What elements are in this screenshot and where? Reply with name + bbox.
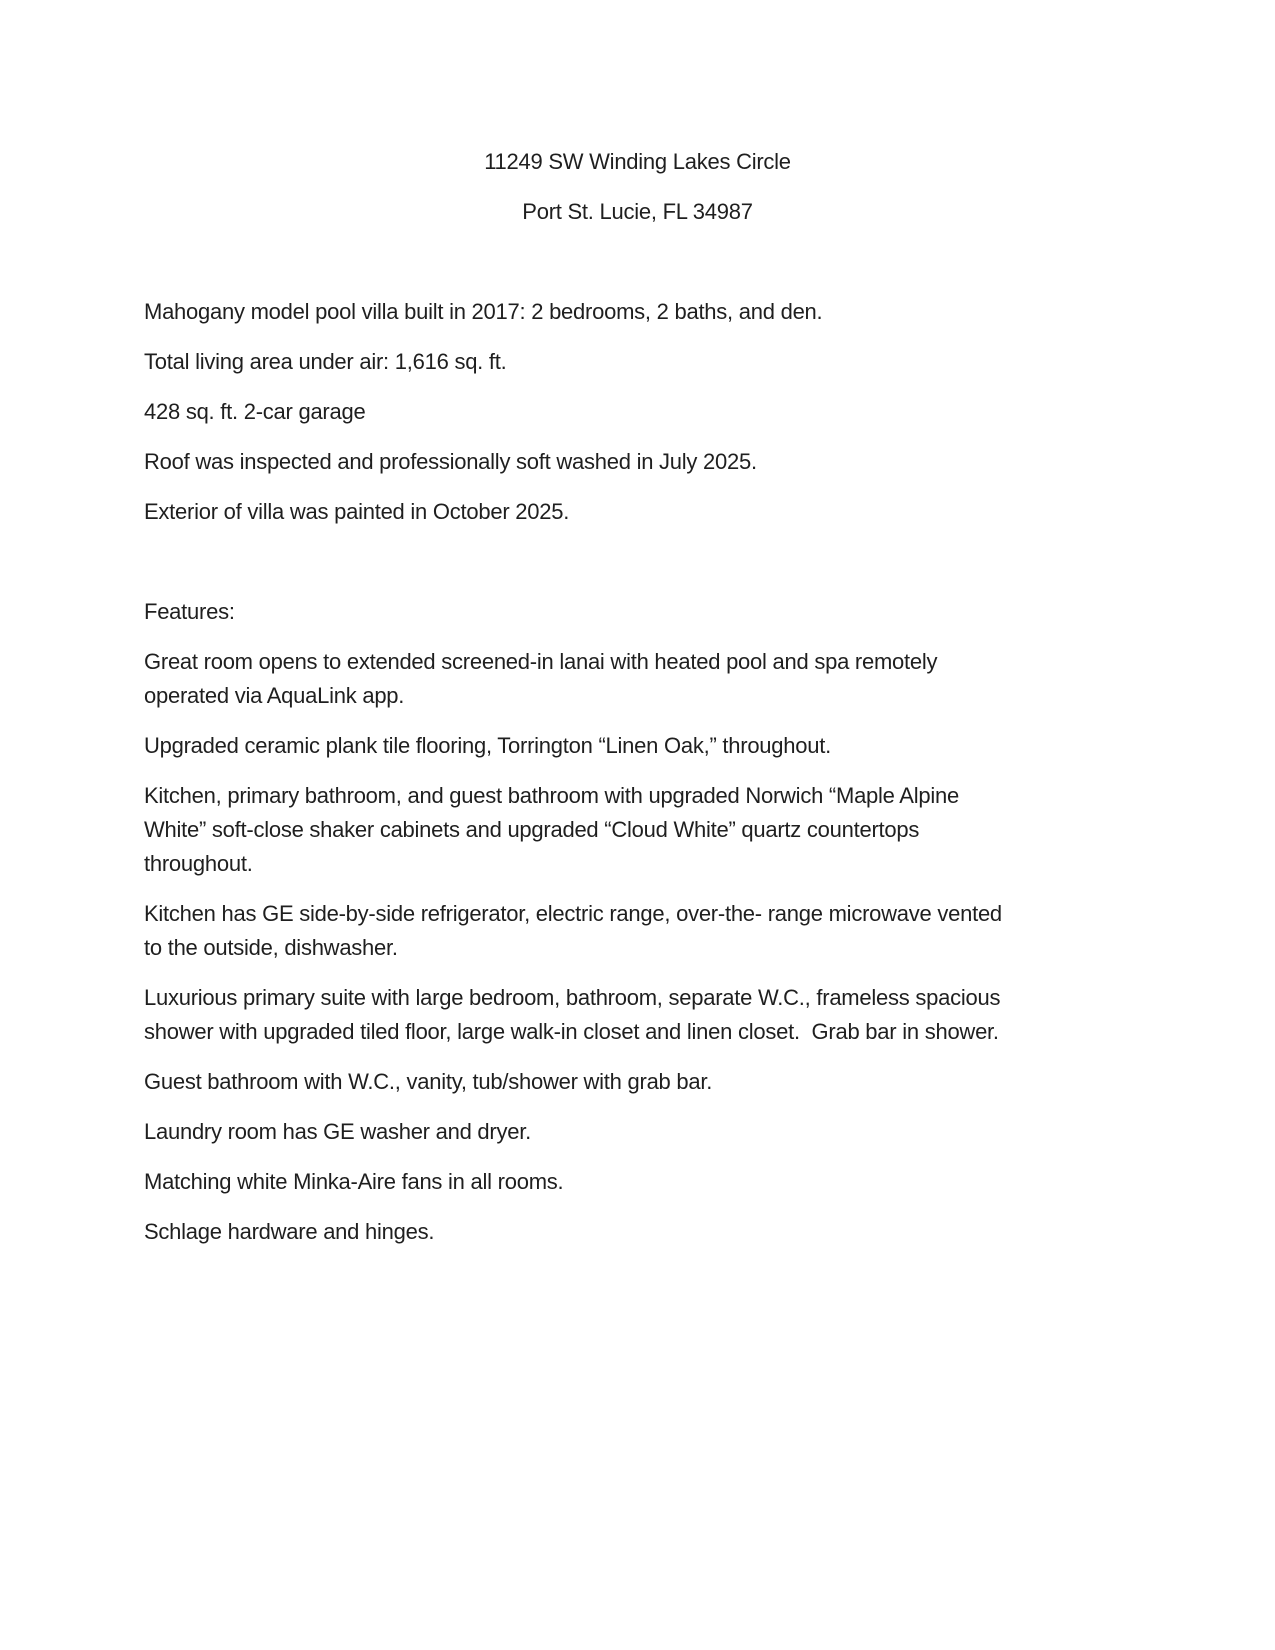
paragraph-guest-bathroom <box>144 1065 1215 1099</box>
text-line: Exterior of villa was painted in October 2025. <box>144 499 570 524</box>
document-title-address: 11249 SW Winding Lakes Circle <box>484 149 791 174</box>
paragraph-laundry <box>144 1115 1215 1149</box>
paragraph-cabinets-countertops <box>144 779 1215 881</box>
features-heading <box>144 595 1215 629</box>
text-line: shower with upgraded tiled floor, large walk-in closet and linen closet. Grab bar in shower. <box>144 1019 999 1044</box>
paragraph-kitchen-appliances <box>144 897 1215 965</box>
paragraph-model-overview <box>144 295 1215 329</box>
paragraph-hardware <box>144 1215 1215 1249</box>
text-line: Luxurious primary suite with large bedroom, bathroom, separate W.C., frameless spacious <box>144 985 1001 1010</box>
paragraph-great-room <box>144 645 1215 713</box>
blank-line <box>144 245 1215 295</box>
text-line: Kitchen has GE side-by-side refrigerator, electric range, over-the- range microwave vented <box>144 901 1002 926</box>
paragraph-living-area <box>144 345 1215 379</box>
paragraph-garage <box>144 395 1215 429</box>
paragraph-fans <box>144 1165 1215 1199</box>
text-line: Features: <box>144 599 235 624</box>
text-line: Matching white Minka-Aire fans in all rooms. <box>144 1169 564 1194</box>
paragraph-flooring <box>144 729 1215 763</box>
text-line: operated via AquaLink app. <box>144 683 405 708</box>
text-line: to the outside, dishwasher. <box>144 935 398 960</box>
text-line: Guest bathroom with W.C., vanity, tub/shower with grab bar. <box>144 1069 713 1094</box>
document-title-city: Port St. Lucie, FL 34987 <box>522 199 753 224</box>
text-line: Mahogany model pool villa built in 2017: 2 bedrooms, 2 baths, and den. <box>144 299 823 324</box>
text-line: White” soft-close shaker cabinets and upgraded “Cloud White” quartz countertops <box>144 817 920 842</box>
text-line: Schlage hardware and hinges. <box>144 1219 435 1244</box>
text-line: Kitchen, primary bathroom, and guest bathroom with upgraded Norwich “Maple Alpine <box>144 783 959 808</box>
blank-line <box>144 545 1215 595</box>
paragraph-exterior-paint <box>144 495 1215 529</box>
text-line: Laundry room has GE washer and dryer. <box>144 1119 531 1144</box>
text-line: Upgraded ceramic plank tile flooring, Torrington “Linen Oak,” throughout. <box>144 733 831 758</box>
paragraph-primary-suite <box>144 981 1215 1049</box>
paragraph-roof <box>144 445 1215 479</box>
text-line: Total living area under air: 1,616 sq. ft. <box>144 349 507 374</box>
text-line: Great room opens to extended screened-in lanai with heated pool and spa remotely <box>144 649 938 674</box>
text-line: throughout. <box>144 851 253 876</box>
text-line: 428 sq. ft. 2-car garage <box>144 399 366 424</box>
text-line: Roof was inspected and professionally soft washed in July 2025. <box>144 449 757 474</box>
